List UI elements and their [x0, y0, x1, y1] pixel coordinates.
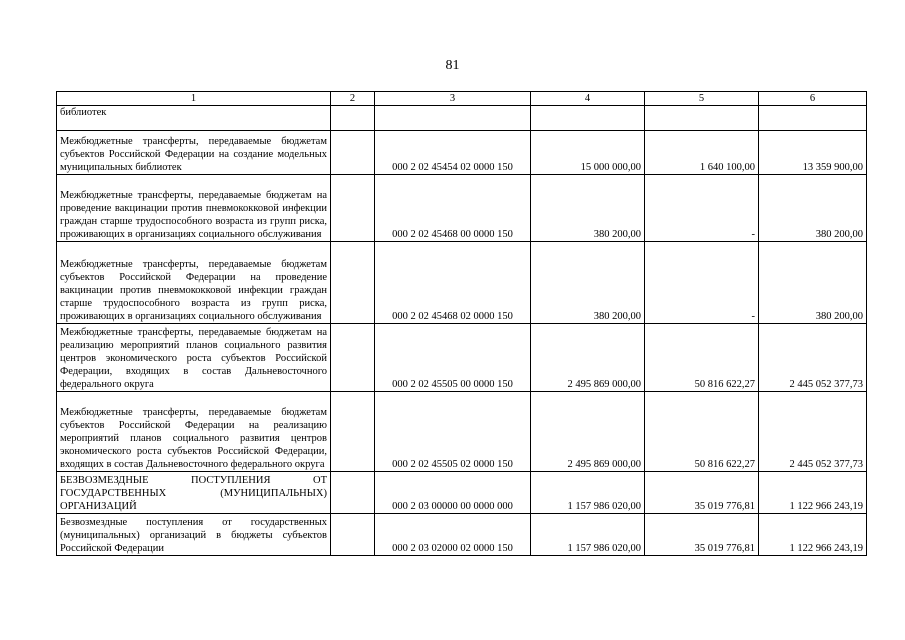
- row-col2: [331, 106, 375, 131]
- table-row: [57, 106, 867, 131]
- table-row: [57, 242, 867, 324]
- row-value-4: 380 200,00: [531, 175, 645, 242]
- table-row: [57, 392, 867, 472]
- header-cell-1: 1: [57, 92, 331, 106]
- row-value-6: 13 359 900,00: [759, 131, 867, 175]
- row-value-4: 1 157 986 020,00: [531, 472, 645, 514]
- row-name: Межбюджетные трансферты, передаваемые бюджетам субъектов Российской Федерации на создание модельных муниципальных библиотек: [57, 131, 331, 175]
- row-name: Межбюджетные трансферты, передаваемые бюджетам субъектов Российской Федерации на реализацию мероприятий планов социального развития центров экономического роста субъектов Российской Федерации, входящих в состав Дальневосточного федерального округа: [57, 392, 331, 472]
- row-value-5: -: [645, 242, 759, 324]
- row-name: Межбюджетные трансферты, передаваемые бюджетам на проведение вакцинации против пневмококковой инфекции граждан старше трудоспособного возраста из групп риска, проживающих в организациях социального обслуживания: [57, 175, 331, 242]
- row-value-6: 1 122 966 243,19: [759, 514, 867, 556]
- header-cell-2: 2: [331, 92, 375, 106]
- row-name: Безвозмездные поступления от государственных (муниципальных) организаций в бюджеты субъектов Российской Федерации: [57, 514, 331, 556]
- row-value-4: 2 495 869 000,00: [531, 392, 645, 472]
- budget-table: [56, 91, 867, 556]
- row-code: 000 2 02 45468 02 0000 150: [375, 242, 531, 324]
- row-value-5: 50 816 622,27: [645, 392, 759, 472]
- row-name: БЕЗВОЗМЕЗДНЫЕ ПОСТУПЛЕНИЯ ОТ ГОСУДАРСТВЕННЫХ (МУНИЦИПАЛЬНЫХ) ОРГАНИЗАЦИЙ: [57, 472, 331, 514]
- row-value-6: 2 445 052 377,73: [759, 324, 867, 392]
- row-col2: [331, 242, 375, 324]
- row-name: Межбюджетные трансферты, передаваемые бюджетам на реализацию мероприятий планов социального развития центров экономического роста субъектов Российской Федерации, входящих в состав Дальневосточного федерального округа: [57, 324, 331, 392]
- row-col2: [331, 514, 375, 556]
- row-col2: [331, 131, 375, 175]
- row-col2: [331, 472, 375, 514]
- row-code: 000 2 03 00000 00 0000 000: [375, 472, 531, 514]
- table-row: [57, 472, 867, 514]
- page-number: 81: [445, 58, 460, 73]
- row-code: [375, 106, 531, 131]
- row-value-6: 2 445 052 377,73: [759, 392, 867, 472]
- header-cell-5: 5: [645, 92, 759, 106]
- row-value-5: 35 019 776,81: [645, 514, 759, 556]
- row-value-6: 380 200,00: [759, 175, 867, 242]
- row-value-5: -: [645, 175, 759, 242]
- header-cell-4: 4: [531, 92, 645, 106]
- row-code: 000 2 02 45468 00 0000 150: [375, 175, 531, 242]
- row-value-5: 1 640 100,00: [645, 131, 759, 175]
- row-value-6: 1 122 966 243,19: [759, 472, 867, 514]
- header-cell-6: 6: [759, 92, 867, 106]
- row-col2: [331, 392, 375, 472]
- row-value-4: [531, 106, 645, 131]
- row-code: 000 2 03 02000 02 0000 150: [375, 514, 531, 556]
- row-value-5: [645, 106, 759, 131]
- row-value-4: 2 495 869 000,00: [531, 324, 645, 392]
- row-value-5: 50 816 622,27: [645, 324, 759, 392]
- table-header-row: [57, 92, 867, 106]
- table-row: [57, 324, 867, 392]
- row-value-4: 1 157 986 020,00: [531, 514, 645, 556]
- row-value-5: 35 019 776,81: [645, 472, 759, 514]
- row-value-6: 380 200,00: [759, 242, 867, 324]
- row-col2: [331, 175, 375, 242]
- header-cell-3: 3: [375, 92, 531, 106]
- row-name: библиотек: [57, 106, 331, 131]
- row-name: Межбюджетные трансферты, передаваемые бюджетам субъектов Российской Федерации на проведение вакцинации против пневмококковой инфекции граждан старше трудоспособного возраста из групп риска, проживающих в организациях социального обслуживания: [57, 242, 331, 324]
- row-code: 000 2 02 45505 00 0000 150: [375, 324, 531, 392]
- row-value-4: 15 000 000,00: [531, 131, 645, 175]
- row-code: 000 2 02 45505 02 0000 150: [375, 392, 531, 472]
- row-code: 000 2 02 45454 02 0000 150: [375, 131, 531, 175]
- row-value-4: 380 200,00: [531, 242, 645, 324]
- table-row: [57, 514, 867, 556]
- table-row: [57, 175, 867, 242]
- table-row: [57, 131, 867, 175]
- row-value-6: [759, 106, 867, 131]
- row-col2: [331, 324, 375, 392]
